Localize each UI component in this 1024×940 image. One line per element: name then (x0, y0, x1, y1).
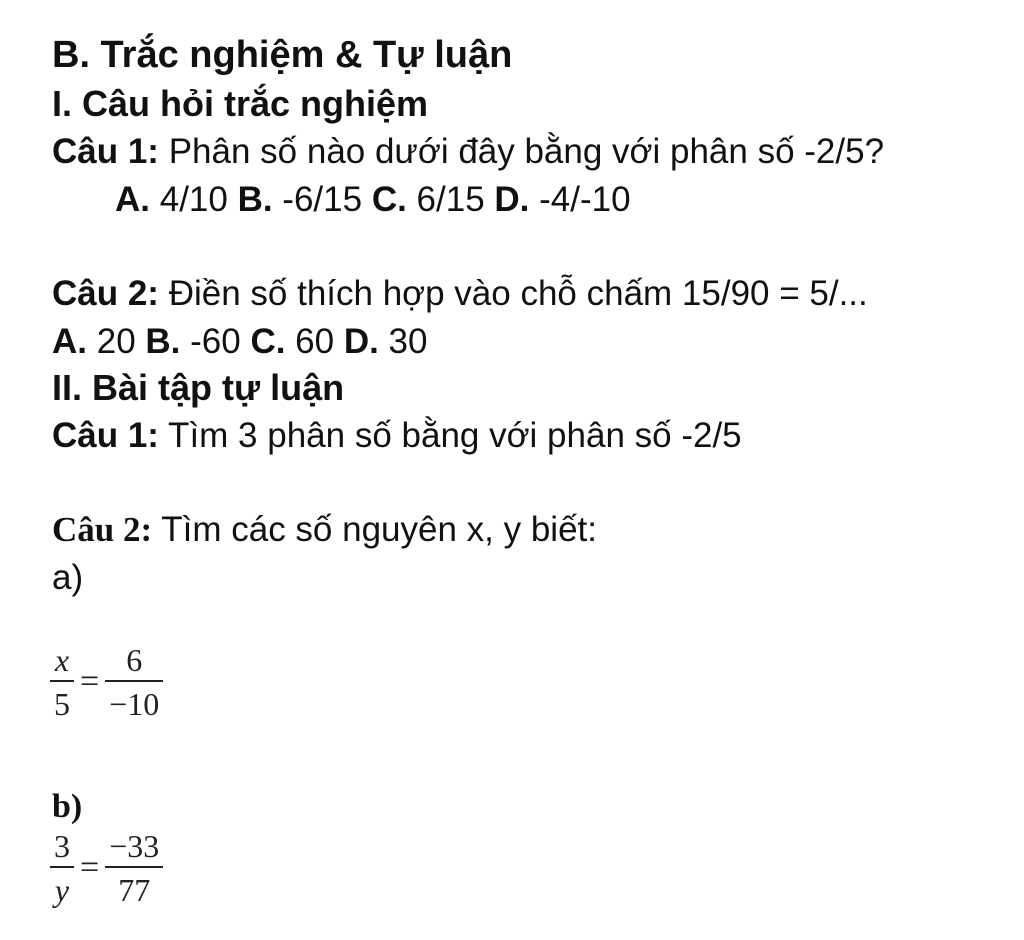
question-text: Tìm các số nguyên x, y biết: (152, 510, 597, 549)
part-b-label: b) (52, 788, 83, 825)
equation-b (50, 830, 163, 906)
question-label: Câu 2: (52, 510, 153, 549)
question-text: Điền số thích hợp vào chỗ chấm 15/90 = 5/... (158, 274, 868, 313)
fraction-rhs (105, 644, 163, 720)
equals-sign: = (80, 663, 100, 700)
denominator: −10 (105, 680, 163, 720)
part1-question-2 (52, 276, 868, 311)
part2-title: II. Bài tập tự luận (52, 367, 345, 408)
option-value: -60 (180, 322, 251, 361)
numerator: x (54, 642, 70, 678)
part-a-label: a) (52, 558, 84, 597)
part1-question-1-options (115, 182, 631, 217)
question-label: Câu 1: (52, 132, 159, 171)
section-title: B. Trắc nghiệm & Tự luận (52, 34, 513, 76)
question-label: Câu 1: (52, 416, 159, 455)
option-key: D. (494, 180, 530, 219)
option-value: 20 (87, 322, 146, 361)
option-value: 30 (378, 322, 428, 361)
option-key: A. (115, 180, 150, 219)
denominator: 77 (105, 866, 163, 906)
fraction-lhs (50, 644, 74, 720)
option-key: B. (145, 322, 181, 361)
equals-sign: = (80, 849, 100, 886)
question-text: Tìm 3 phân số bằng với phân số -2/5 (158, 416, 742, 455)
question-text: Phân số nào dưới đây bằng với phân số -2/5? (158, 132, 885, 171)
option-value: 6/15 (406, 180, 495, 219)
part1-title: I. Câu hỏi trắc nghiệm (52, 83, 429, 124)
part1-question-1 (52, 134, 884, 169)
option-value: 60 (285, 322, 344, 361)
fraction-rhs (105, 830, 163, 906)
part2-question-2 (52, 512, 597, 547)
numerator: −33 (109, 828, 160, 864)
part1-question-2-options (52, 324, 427, 359)
equation-a (50, 644, 163, 720)
option-key: D. (343, 322, 379, 361)
option-key: A. (52, 322, 87, 361)
option-value: 4/10 (150, 180, 238, 219)
numerator: 3 (54, 828, 70, 864)
option-key: C. (250, 322, 286, 361)
denominator: y (50, 866, 74, 906)
option-value: -6/15 (272, 180, 372, 219)
option-key: C. (371, 180, 407, 219)
option-value: -4/-10 (529, 180, 631, 219)
part2-question-1 (52, 418, 742, 453)
denominator: 5 (50, 680, 74, 720)
question-label: Câu 2: (52, 274, 159, 313)
fraction-lhs (50, 830, 74, 906)
option-key: B. (237, 180, 273, 219)
numerator: 6 (126, 642, 143, 678)
